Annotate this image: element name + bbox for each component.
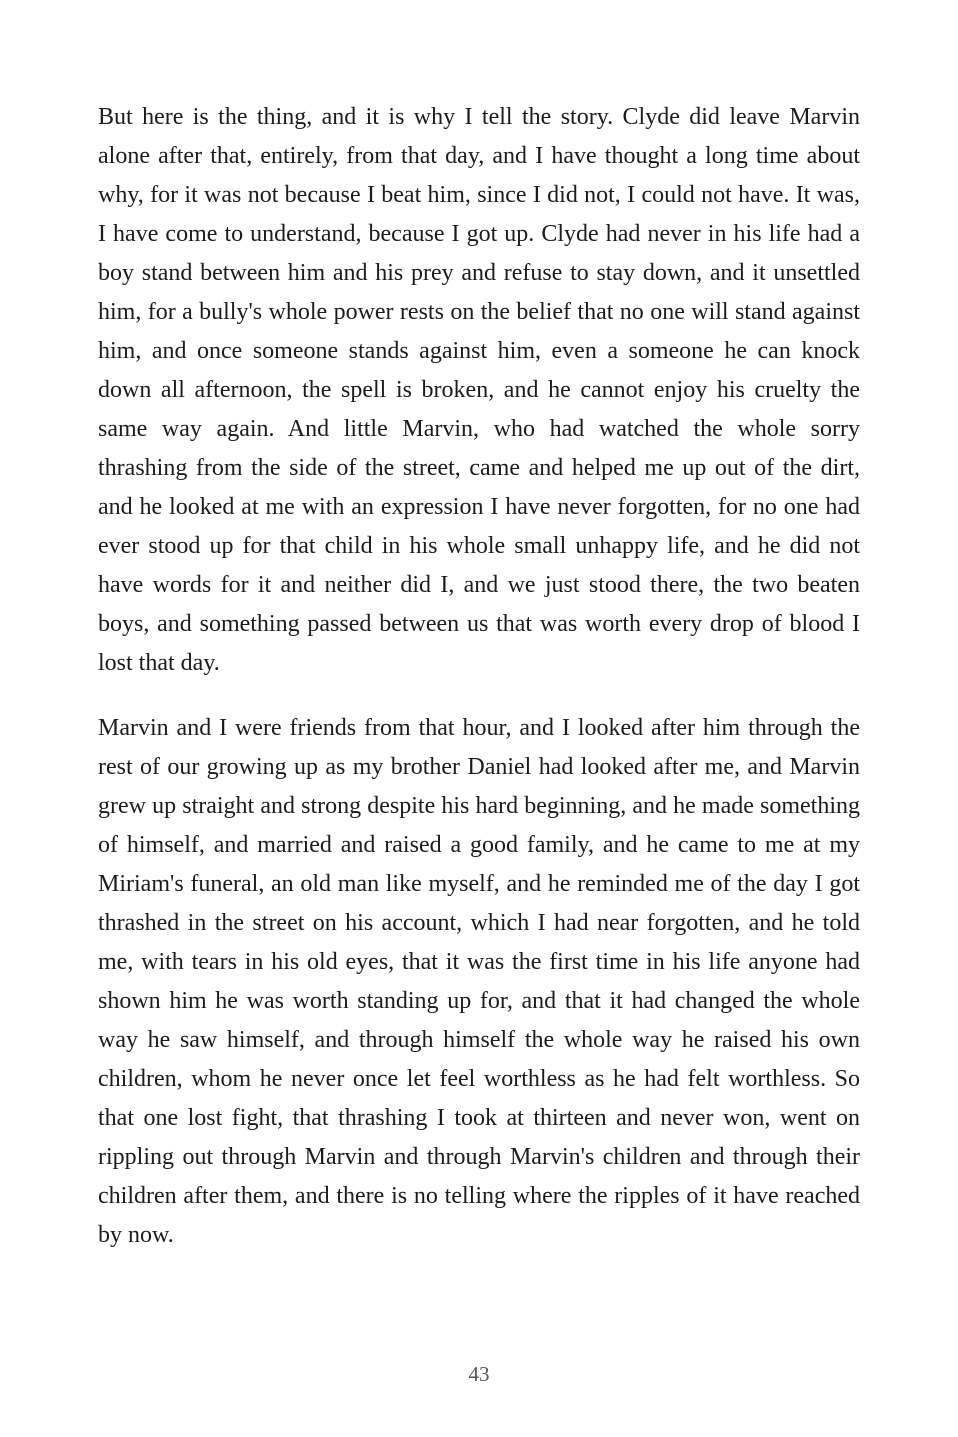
paragraph: Marvin and I were friends from that hour, and I looked after him through the rest of our growing up as my brother Daniel had looked after me, and Marvin grew up straight and strong despite his hard beginning, and he made something of himself, and married and raised a good family, and he came to me at my Miriam's funeral, an old man like myself, and he reminded me of the day I got thrashed in the street on his account, which I had near forgotten, and he told me, with tears in his old eyes, that it was the first time in his life anyone had shown him he was worth standing up for, and that it had changed the whole way he saw himself, and through himself the whole way he raised his own children, whom he never once let feel worthless as he had felt worthless. So that one lost fight, that thrashing I took at thirteen and never won, went on rippling out through Marvin and through Marvin's children and through their children after them, and there is no telling where the ripples of it have reached by now. bbox=[98, 715, 860, 1248]
page-number: 43 bbox=[468, 1362, 490, 1386]
paragraph: But here is the thing, and it is why I tell the story. Clyde did leave Marvin alone after that, entirely, from that day, and I have thought a long time about why, for it was not because I beat him, since I did not, I could not have. It was, I have come to understand, because I got up. Clyde had never in his life had a boy stand between him and his prey and refuse to stay down, and it unsettled him, for a bully's whole power rests on the belief that no one will stand against him, and once someone stands against him, even a someone he can knock down all afternoon, the spell is broken, and he cannot enjoy his cruelty the same way again. And little Marvin, who had watched the whole sorry thrashing from the side of the street, came and helped me up out of the dirt, and he looked at me with an expression I have never forgotten, for no one had ever stood up for that child in his whole small unhappy life, and he did not have words for it and neither did I, and we just stood there, the two beaten boys, and something passed between us that was worth every drop of blood I lost that day. bbox=[98, 104, 860, 676]
body-text bbox=[98, 98, 860, 1281]
